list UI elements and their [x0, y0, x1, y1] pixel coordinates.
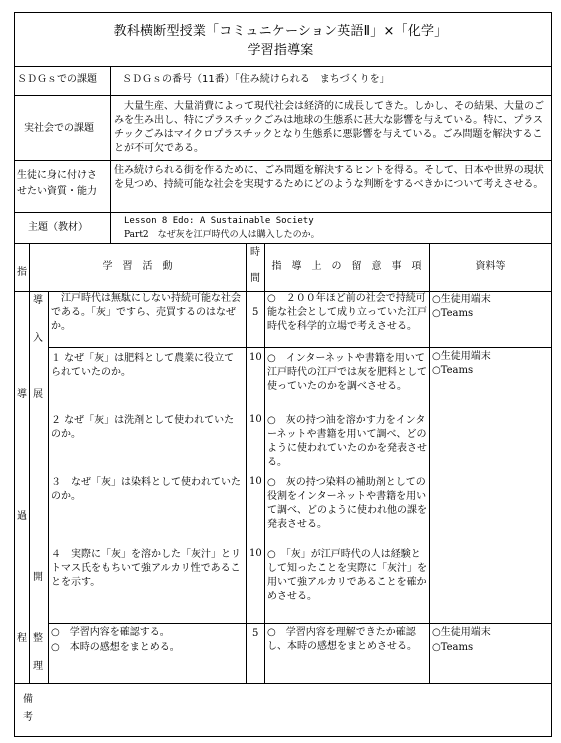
notes-header: 指 導 上 の 留 意 事 項 [271, 261, 422, 272]
stage-dev-char1: 展 [33, 389, 43, 400]
theme-label: 主題（教材） [28, 222, 88, 233]
intro-material-device: ○生徒用端末 [432, 294, 491, 305]
wrap-time: 5 [252, 628, 259, 639]
dev-time-1: 10 [249, 352, 262, 363]
social-issue-text: 大量生産、大量消費によって現代社会は経済的に成長してきた。しかし、その結果、大量のごみを生み出し、特にプラスチックごみは地球の生態系に甚大な影響を与えている。特に、プラスチックごみはマイクロプラスチックとなり生態系に悪影響を与えている。ごみ問題を解決することが不可欠である。 [114, 101, 544, 154]
process-char-tei: 程 [17, 633, 27, 644]
wrap-note: ○ 学習内容を理解できたか確認し、本時の感想をまとめさせる。 [267, 627, 417, 652]
wrap-activity-2: ○ 本時の感想をまとめる。 [51, 642, 180, 653]
stage-wrap-char2: 理 [33, 661, 43, 672]
time-header-char1: 時 [250, 247, 260, 258]
intro-activity: 江戸時代は無駄にしない持続可能な社会である。「灰」ですら、売買するのはなぜか。 [51, 293, 241, 332]
dev-activity-3: ３ なぜ「灰」は染料として使われていたのか。 [51, 477, 241, 502]
remarks-char2: 考 [23, 712, 33, 723]
intro-note: ○ ２００年ほど前の社会で持続可能な社会として成り立っていた江戸時代を科学的立場で考えさせる。 [267, 293, 427, 332]
dev-note-1: ○ インターネットや書籍を用いて江戸時代の江戸では灰を肥料として使っていたのかを調べさせる。 [267, 353, 427, 392]
plan-title: 教科横断型授業「コミュニケーション英語Ⅱ」×「化学」 [113, 24, 448, 39]
plan-subtitle: 学習指導案 [247, 43, 314, 58]
process-char-do: 導 [17, 389, 27, 400]
materials-header: 資料等 [475, 261, 506, 272]
competency-label-line1: 生徒に身に付けさ [17, 170, 97, 181]
dev-activity-4: ４ 実際に「灰」を溶かした「灰汁」とリトマス氏をもちいて強アルカリ性であることを示す。 [51, 549, 241, 588]
activities-header: 学 習 活 動 [102, 261, 173, 272]
sdgs-value: ＳＤＧｓの番号（11番）「住み続けられる まちづくりを」 [122, 74, 390, 85]
sdgs-label: ＳＤＧｓでの課題 [17, 74, 97, 85]
dev-note-2: ○ 灰の持つ油を溶かす力をインターネットや書籍を用いて調べ、どのように使われていたのかを発表させる。 [267, 415, 427, 468]
dev-time-3: 10 [249, 476, 262, 487]
process-char-ka: 過 [17, 511, 27, 522]
intro-material-teams: ○Teams [432, 308, 474, 319]
guidance-header-char: 指 [17, 267, 27, 278]
dev-time-2: 10 [249, 414, 262, 425]
competency-text: 住み続けられる街を作るために、ごみ問題を解決するヒントを得る。そして、日本や世界の現状を見つめ、持続可能な社会を実現するためにどのような判断をするべきかについて考えさせる。 [114, 165, 544, 190]
dev-time-4: 10 [249, 548, 262, 559]
stage-intro-char1: 導 [33, 295, 43, 306]
stage-dev-char2: 開 [33, 572, 43, 583]
remarks-char1: 備 [23, 694, 33, 705]
dev-activity-1: １ なぜ「灰」は肥料として農業に役立てられていたのか。 [51, 353, 235, 378]
stage-wrap-char1: 整 [33, 633, 43, 644]
intro-time: 5 [252, 307, 259, 318]
theme-part: Part2 なぜ灰を江戸時代の人は購入したのか。 [124, 230, 320, 240]
theme-lesson: Lesson 8 Edo: A Sustainable Society [124, 216, 314, 226]
dev-material-teams: ○Teams [432, 365, 474, 376]
dev-note-3: ○ 灰の持つ染料の補助剤としての役割をインターネットや書籍を用いて調べ、どのように使われ他の課を発表させる。 [267, 477, 427, 530]
wrap-activity-1: ○ 学習内容を確認する。 [51, 627, 170, 638]
dev-material-device: ○生徒用端末 [432, 351, 491, 362]
dev-activity-2: ２ なぜ「灰」は洗剤として使われていたのか。 [51, 415, 235, 440]
time-header-char2: 間 [250, 273, 260, 284]
stage-intro-char2: 入 [33, 333, 43, 344]
wrap-material-teams: ○Teams [432, 642, 474, 653]
dev-note-4: ○ 「灰」が江戸時代の人は経験として知ったことを実際に「灰汁」を用いて強アルカリであることを確かめさせる。 [267, 549, 427, 602]
wrap-material-device: ○生徒用端末 [432, 627, 491, 638]
competency-label-line2: せたい資質・能力 [17, 186, 97, 197]
social-issue-label: 実社会での課題 [24, 123, 94, 134]
